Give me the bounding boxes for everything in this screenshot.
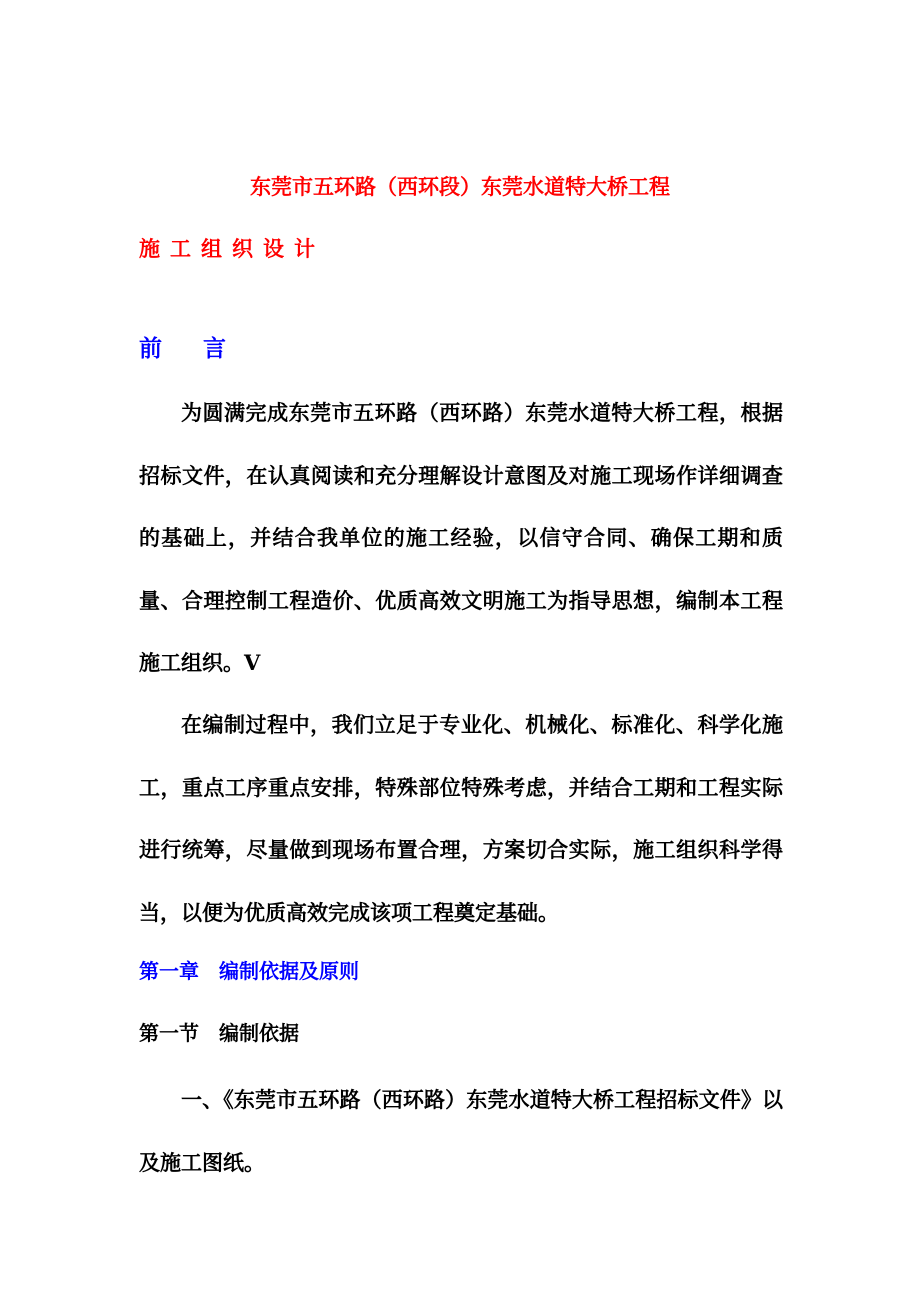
preface-paragraph-1: 为圆满完成东莞市五环路（西环路）东莞水道特大桥工程，根据招标文件，在认真阅读和充分理解设计意图及对施工现场作详细调查的基础上，并结合我单位的施工经验，以信守合同、确保工期和质量、合理控制工程造价、优质高效文明施工为指导思想，编制本工程施工组织。V [139,400,783,675]
preface-heading: 前言 [139,336,267,362]
chapter-heading: 第一章 编制依据及原则 [139,959,359,983]
document-title: 东莞市五环路（西环段）东莞水道特大桥工程 [250,175,670,199]
basis-item-1: 一、《东莞市五环路（西环路）东莞水道特大桥工程招标文件》以及施工图纸。 [139,1087,783,1175]
document-subtitle: 施工组织设计 [139,237,325,261]
preface-paragraph-2: 在编制过程中，我们立足于专业化、机械化、标准化、科学化施工，重点工序重点安排，特殊部位特殊考虑，并结合工期和工程实际进行统筹，尽量做到现场布置合理，方案切合实际，施工组织科学得当，以便为优质高效完成该项工程奠定基础。 [139,712,783,925]
section-heading: 第一节 编制依据 [139,1021,299,1045]
